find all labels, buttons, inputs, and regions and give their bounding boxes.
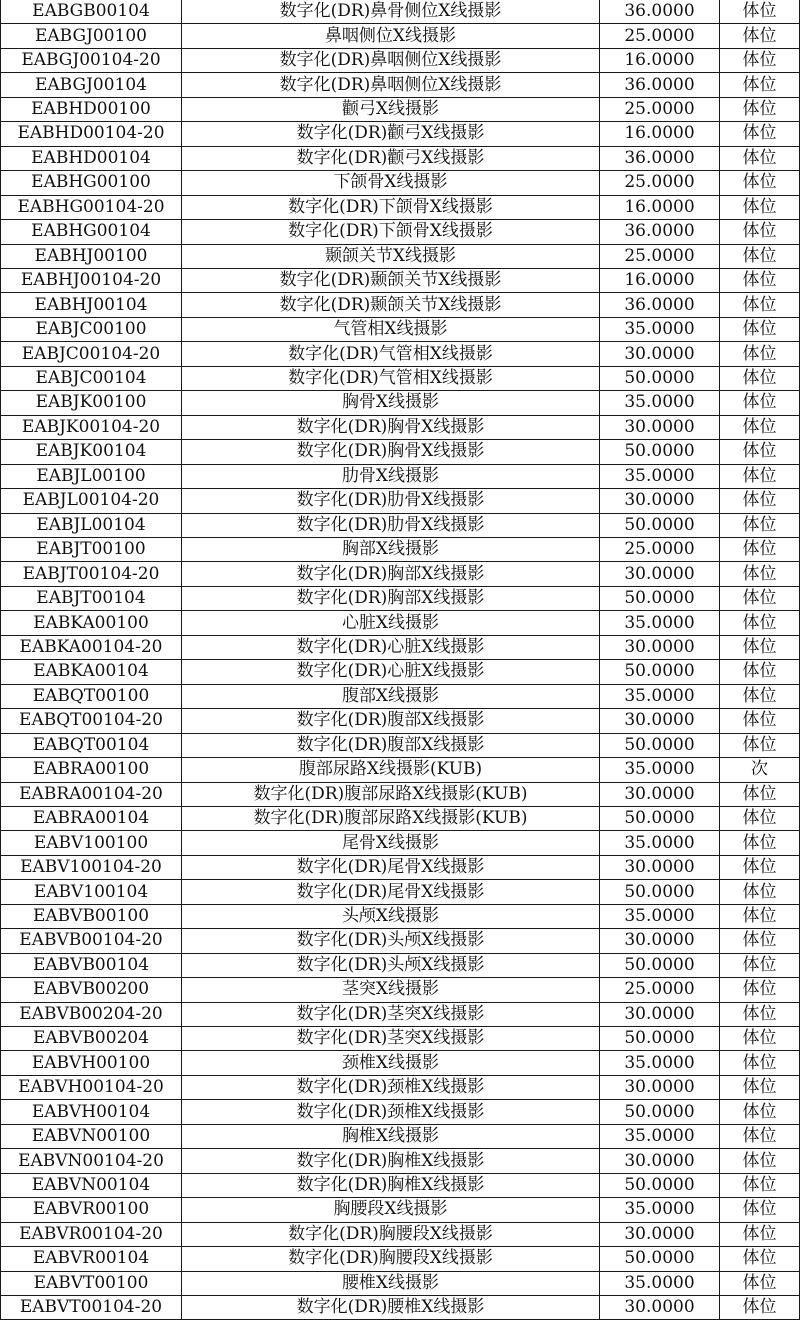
- item-name-cell: 数字化(DR)头颅X线摄影: [182, 953, 600, 977]
- table-row: [1, 537, 800, 561]
- item-name-cell: 数字化(DR)腹部尿路X线摄影(KUB): [182, 782, 600, 806]
- item-name-cell: 下颌骨X线摄影: [182, 171, 600, 195]
- unit-cell: 体位: [720, 855, 800, 879]
- unit-cell: 体位: [720, 806, 800, 830]
- price-cell: 35.0000: [600, 391, 720, 415]
- price-cell: 35.0000: [600, 831, 720, 855]
- item-code-cell: EABHG00104: [1, 220, 182, 244]
- price-cell: 16.0000: [600, 122, 720, 146]
- unit-cell: 体位: [720, 415, 800, 439]
- item-name-cell: 数字化(DR)鼻咽侧位X线摄影: [182, 73, 600, 97]
- price-cell: 30.0000: [600, 1222, 720, 1246]
- table-row: [1, 513, 800, 537]
- price-cell: 36.0000: [600, 146, 720, 170]
- unit-cell: 体位: [720, 1198, 800, 1222]
- table-row: [1, 1027, 800, 1051]
- item-code-cell: EABHJ00104-20: [1, 268, 182, 292]
- item-name-cell: 数字化(DR)胸腰段X线摄影: [182, 1247, 600, 1271]
- table-row: [1, 611, 800, 635]
- price-cell: 30.0000: [600, 342, 720, 366]
- unit-cell: 次: [720, 758, 800, 782]
- item-code-cell: EABJK00104-20: [1, 415, 182, 439]
- item-code-cell: EABHJ00100: [1, 244, 182, 268]
- item-code-cell: EABJK00100: [1, 391, 182, 415]
- price-cell: 30.0000: [600, 782, 720, 806]
- unit-cell: 体位: [720, 733, 800, 757]
- item-code-cell: EABGJ00104: [1, 73, 182, 97]
- item-name-cell: 数字化(DR)肋骨X线摄影: [182, 489, 600, 513]
- table-row: [1, 440, 800, 464]
- item-code-cell: EABJL00104-20: [1, 489, 182, 513]
- item-code-cell: EABVB00104: [1, 953, 182, 977]
- table-row: [1, 366, 800, 390]
- unit-cell: 体位: [720, 611, 800, 635]
- item-name-cell: 数字化(DR)腹部X线摄影: [182, 733, 600, 757]
- price-cell: 30.0000: [600, 415, 720, 439]
- price-cell: 50.0000: [600, 440, 720, 464]
- item-code-cell: EABVB00104-20: [1, 929, 182, 953]
- item-code-cell: EABRA00100: [1, 758, 182, 782]
- table-row: [1, 1247, 800, 1271]
- table-row: [1, 929, 800, 953]
- item-name-cell: 数字化(DR)颈椎X线摄影: [182, 1075, 600, 1099]
- table-row: [1, 268, 800, 292]
- item-code-cell: EABVT00104-20: [1, 1296, 182, 1320]
- unit-cell: 体位: [720, 831, 800, 855]
- table-row: [1, 758, 800, 782]
- price-cell: 30.0000: [600, 929, 720, 953]
- item-name-cell: 颞颌关节X线摄影: [182, 244, 600, 268]
- price-cell: 35.0000: [600, 317, 720, 341]
- item-name-cell: 数字化(DR)腹部X线摄影: [182, 709, 600, 733]
- table-row: [1, 1222, 800, 1246]
- unit-cell: 体位: [720, 1271, 800, 1295]
- table-row: [1, 953, 800, 977]
- price-cell: 50.0000: [600, 513, 720, 537]
- item-name-cell: 数字化(DR)胸部X线摄影: [182, 586, 600, 610]
- price-cell: 36.0000: [600, 0, 720, 24]
- item-code-cell: EABJC00104-20: [1, 342, 182, 366]
- table-row: [1, 415, 800, 439]
- item-code-cell: EABVT00100: [1, 1271, 182, 1295]
- unit-cell: 体位: [720, 391, 800, 415]
- item-name-cell: 数字化(DR)腹部尿路X线摄影(KUB): [182, 806, 600, 830]
- fee-schedule-body: [1, 0, 800, 1320]
- price-cell: 25.0000: [600, 978, 720, 1002]
- table-row: [1, 171, 800, 195]
- price-cell: 30.0000: [600, 709, 720, 733]
- unit-cell: 体位: [720, 195, 800, 219]
- item-code-cell: EABV100100: [1, 831, 182, 855]
- unit-cell: 体位: [720, 709, 800, 733]
- item-code-cell: EABVB00204-20: [1, 1002, 182, 1026]
- table-row: [1, 1051, 800, 1075]
- table-row: [1, 244, 800, 268]
- table-row: [1, 586, 800, 610]
- item-name-cell: 数字化(DR)肋骨X线摄影: [182, 513, 600, 537]
- table-row: [1, 122, 800, 146]
- item-code-cell: EABHJ00104: [1, 293, 182, 317]
- item-name-cell: 数字化(DR)颞颌关节X线摄影: [182, 293, 600, 317]
- item-name-cell: 数字化(DR)茎突X线摄影: [182, 1027, 600, 1051]
- item-code-cell: EABHG00104-20: [1, 195, 182, 219]
- unit-cell: 体位: [720, 1100, 800, 1124]
- item-code-cell: EABHD00100: [1, 97, 182, 121]
- item-name-cell: 数字化(DR)胸腰段X线摄影: [182, 1222, 600, 1246]
- item-name-cell: 数字化(DR)气管相X线摄影: [182, 342, 600, 366]
- price-cell: 30.0000: [600, 635, 720, 659]
- item-code-cell: EABJC00100: [1, 317, 182, 341]
- unit-cell: 体位: [720, 1296, 800, 1320]
- item-code-cell: EABKA00104-20: [1, 635, 182, 659]
- table-row: [1, 48, 800, 72]
- price-cell: 30.0000: [600, 1149, 720, 1173]
- price-cell: 25.0000: [600, 24, 720, 48]
- item-name-cell: 胸部X线摄影: [182, 537, 600, 561]
- table-row: [1, 293, 800, 317]
- item-code-cell: EABQT00104-20: [1, 709, 182, 733]
- item-code-cell: EABV100104: [1, 880, 182, 904]
- table-row: [1, 684, 800, 708]
- item-code-cell: EABJT00100: [1, 537, 182, 561]
- item-name-cell: 数字化(DR)鼻咽侧位X线摄影: [182, 48, 600, 72]
- item-name-cell: 数字化(DR)胸骨X线摄影: [182, 415, 600, 439]
- item-name-cell: 气管相X线摄影: [182, 317, 600, 341]
- unit-cell: 体位: [720, 171, 800, 195]
- item-code-cell: EABJT00104-20: [1, 562, 182, 586]
- item-name-cell: 颧弓X线摄影: [182, 97, 600, 121]
- item-name-cell: 数字化(DR)鼻骨侧位X线摄影: [182, 0, 600, 24]
- item-code-cell: EABQT00100: [1, 684, 182, 708]
- unit-cell: 体位: [720, 1222, 800, 1246]
- table-row: [1, 0, 800, 24]
- item-code-cell: EABJC00104: [1, 366, 182, 390]
- unit-cell: 体位: [720, 244, 800, 268]
- unit-cell: 体位: [720, 1173, 800, 1197]
- table-row: [1, 464, 800, 488]
- item-name-cell: 数字化(DR)胸椎X线摄影: [182, 1173, 600, 1197]
- unit-cell: 体位: [720, 1002, 800, 1026]
- table-row: [1, 24, 800, 48]
- table-row: [1, 1075, 800, 1099]
- item-code-cell: EABVN00100: [1, 1124, 182, 1148]
- item-code-cell: EABJL00100: [1, 464, 182, 488]
- price-cell: 50.0000: [600, 806, 720, 830]
- price-cell: 50.0000: [600, 660, 720, 684]
- table-row: [1, 1271, 800, 1295]
- item-name-cell: 数字化(DR)尾骨X线摄影: [182, 855, 600, 879]
- item-code-cell: EABKA00100: [1, 611, 182, 635]
- unit-cell: 体位: [720, 782, 800, 806]
- item-name-cell: 数字化(DR)下颌骨X线摄影: [182, 220, 600, 244]
- price-cell: 50.0000: [600, 733, 720, 757]
- price-cell: 35.0000: [600, 611, 720, 635]
- unit-cell: 体位: [720, 489, 800, 513]
- table-row: [1, 562, 800, 586]
- price-cell: 30.0000: [600, 562, 720, 586]
- item-code-cell: EABVH00100: [1, 1051, 182, 1075]
- item-code-cell: EABJL00104: [1, 513, 182, 537]
- item-code-cell: EABVB00200: [1, 978, 182, 1002]
- price-cell: 25.0000: [600, 171, 720, 195]
- price-cell: 35.0000: [600, 1051, 720, 1075]
- item-code-cell: EABHD00104: [1, 146, 182, 170]
- item-name-cell: 数字化(DR)胸椎X线摄影: [182, 1149, 600, 1173]
- unit-cell: 体位: [720, 1149, 800, 1173]
- unit-cell: 体位: [720, 635, 800, 659]
- item-name-cell: 数字化(DR)心脏X线摄影: [182, 635, 600, 659]
- item-name-cell: 数字化(DR)气管相X线摄影: [182, 366, 600, 390]
- unit-cell: 体位: [720, 929, 800, 953]
- price-cell: 36.0000: [600, 220, 720, 244]
- item-name-cell: 茎突X线摄影: [182, 978, 600, 1002]
- price-cell: 16.0000: [600, 195, 720, 219]
- item-code-cell: EABJK00104: [1, 440, 182, 464]
- table-row: [1, 1296, 800, 1320]
- table-row: [1, 855, 800, 879]
- table-row: [1, 880, 800, 904]
- price-cell: 50.0000: [600, 1173, 720, 1197]
- unit-cell: 体位: [720, 953, 800, 977]
- table-row: [1, 806, 800, 830]
- unit-cell: 体位: [720, 342, 800, 366]
- price-cell: 35.0000: [600, 758, 720, 782]
- unit-cell: 体位: [720, 904, 800, 928]
- price-cell: 36.0000: [600, 293, 720, 317]
- price-cell: 30.0000: [600, 855, 720, 879]
- item-code-cell: EABHG00100: [1, 171, 182, 195]
- table-row: [1, 660, 800, 684]
- item-code-cell: EABVB00204: [1, 1027, 182, 1051]
- item-code-cell: EABGJ00104-20: [1, 48, 182, 72]
- item-name-cell: 数字化(DR)茎突X线摄影: [182, 1002, 600, 1026]
- item-name-cell: 鼻咽侧位X线摄影: [182, 24, 600, 48]
- table-row: [1, 391, 800, 415]
- item-name-cell: 数字化(DR)颧弓X线摄影: [182, 146, 600, 170]
- item-name-cell: 尾骨X线摄影: [182, 831, 600, 855]
- unit-cell: 体位: [720, 73, 800, 97]
- unit-cell: 体位: [720, 880, 800, 904]
- unit-cell: 体位: [720, 293, 800, 317]
- table-row: [1, 709, 800, 733]
- unit-cell: 体位: [720, 1075, 800, 1099]
- price-cell: 50.0000: [600, 880, 720, 904]
- item-name-cell: 数字化(DR)下颌骨X线摄影: [182, 195, 600, 219]
- item-name-cell: 头颅X线摄影: [182, 904, 600, 928]
- price-cell: 30.0000: [600, 1075, 720, 1099]
- item-name-cell: 数字化(DR)头颅X线摄影: [182, 929, 600, 953]
- table-row: [1, 195, 800, 219]
- item-name-cell: 数字化(DR)心脏X线摄影: [182, 660, 600, 684]
- price-cell: 35.0000: [600, 904, 720, 928]
- unit-cell: 体位: [720, 513, 800, 537]
- unit-cell: 体位: [720, 122, 800, 146]
- price-cell: 16.0000: [600, 268, 720, 292]
- unit-cell: 体位: [720, 317, 800, 341]
- price-cell: 30.0000: [600, 1296, 720, 1320]
- unit-cell: 体位: [720, 537, 800, 561]
- item-name-cell: 心脏X线摄影: [182, 611, 600, 635]
- unit-cell: 体位: [720, 0, 800, 24]
- table-row: [1, 1173, 800, 1197]
- table-row: [1, 831, 800, 855]
- unit-cell: 体位: [720, 1027, 800, 1051]
- item-code-cell: EABGJ00100: [1, 24, 182, 48]
- unit-cell: 体位: [720, 366, 800, 390]
- item-code-cell: EABRA00104-20: [1, 782, 182, 806]
- price-cell: 25.0000: [600, 97, 720, 121]
- table-row: [1, 635, 800, 659]
- table-row: [1, 1198, 800, 1222]
- table-row: [1, 146, 800, 170]
- item-code-cell: EABGB00104: [1, 0, 182, 24]
- table-row: [1, 1149, 800, 1173]
- price-cell: 50.0000: [600, 366, 720, 390]
- price-cell: 50.0000: [600, 586, 720, 610]
- table-row: [1, 904, 800, 928]
- item-code-cell: EABVR00100: [1, 1198, 182, 1222]
- item-code-cell: EABQT00104: [1, 733, 182, 757]
- table-row: [1, 220, 800, 244]
- price-cell: 35.0000: [600, 464, 720, 488]
- item-name-cell: 数字化(DR)腰椎X线摄影: [182, 1296, 600, 1320]
- price-cell: 16.0000: [600, 48, 720, 72]
- unit-cell: 体位: [720, 97, 800, 121]
- table-row: [1, 1124, 800, 1148]
- item-name-cell: 胸腰段X线摄影: [182, 1198, 600, 1222]
- unit-cell: 体位: [720, 562, 800, 586]
- price-cell: 35.0000: [600, 1198, 720, 1222]
- item-code-cell: EABJT00104: [1, 586, 182, 610]
- table-row: [1, 317, 800, 341]
- unit-cell: 体位: [720, 586, 800, 610]
- price-cell: 50.0000: [600, 1027, 720, 1051]
- item-code-cell: EABKA00104: [1, 660, 182, 684]
- item-name-cell: 胸椎X线摄影: [182, 1124, 600, 1148]
- unit-cell: 体位: [720, 146, 800, 170]
- unit-cell: 体位: [720, 464, 800, 488]
- item-name-cell: 数字化(DR)颞颌关节X线摄影: [182, 268, 600, 292]
- item-name-cell: 腹部X线摄影: [182, 684, 600, 708]
- item-code-cell: EABVH00104: [1, 1100, 182, 1124]
- price-cell: 35.0000: [600, 1271, 720, 1295]
- table-row: [1, 342, 800, 366]
- item-code-cell: EABVB00100: [1, 904, 182, 928]
- table-row: [1, 73, 800, 97]
- unit-cell: 体位: [720, 1051, 800, 1075]
- table-row: [1, 782, 800, 806]
- price-cell: 36.0000: [600, 73, 720, 97]
- table-row: [1, 1002, 800, 1026]
- item-name-cell: 数字化(DR)颈椎X线摄影: [182, 1100, 600, 1124]
- table-row: [1, 97, 800, 121]
- table-row: [1, 978, 800, 1002]
- price-cell: 25.0000: [600, 244, 720, 268]
- price-cell: 35.0000: [600, 684, 720, 708]
- item-name-cell: 数字化(DR)尾骨X线摄影: [182, 880, 600, 904]
- table-row: [1, 733, 800, 757]
- unit-cell: 体位: [720, 1247, 800, 1271]
- unit-cell: 体位: [720, 24, 800, 48]
- item-code-cell: EABVR00104-20: [1, 1222, 182, 1246]
- unit-cell: 体位: [720, 1124, 800, 1148]
- item-name-cell: 腹部尿路X线摄影(KUB): [182, 758, 600, 782]
- item-code-cell: EABHD00104-20: [1, 122, 182, 146]
- item-code-cell: EABV100104-20: [1, 855, 182, 879]
- unit-cell: 体位: [720, 268, 800, 292]
- item-code-cell: EABVR00104: [1, 1247, 182, 1271]
- table-row: [1, 489, 800, 513]
- item-name-cell: 数字化(DR)胸骨X线摄影: [182, 440, 600, 464]
- unit-cell: 体位: [720, 978, 800, 1002]
- unit-cell: 体位: [720, 220, 800, 244]
- price-cell: 30.0000: [600, 489, 720, 513]
- item-code-cell: EABRA00104: [1, 806, 182, 830]
- item-name-cell: 数字化(DR)胸部X线摄影: [182, 562, 600, 586]
- price-cell: 50.0000: [600, 1247, 720, 1271]
- unit-cell: 体位: [720, 684, 800, 708]
- item-name-cell: 腰椎X线摄影: [182, 1271, 600, 1295]
- price-cell: 25.0000: [600, 537, 720, 561]
- item-name-cell: 数字化(DR)颧弓X线摄影: [182, 122, 600, 146]
- item-name-cell: 胸骨X线摄影: [182, 391, 600, 415]
- unit-cell: 体位: [720, 660, 800, 684]
- price-cell: 50.0000: [600, 953, 720, 977]
- item-code-cell: EABVH00104-20: [1, 1075, 182, 1099]
- table-row: [1, 1100, 800, 1124]
- item-code-cell: EABVN00104: [1, 1173, 182, 1197]
- price-cell: 30.0000: [600, 1002, 720, 1026]
- unit-cell: 体位: [720, 48, 800, 72]
- item-code-cell: EABVN00104-20: [1, 1149, 182, 1173]
- item-name-cell: 肋骨X线摄影: [182, 464, 600, 488]
- unit-cell: 体位: [720, 440, 800, 464]
- price-cell: 50.0000: [600, 1100, 720, 1124]
- item-name-cell: 颈椎X线摄影: [182, 1051, 600, 1075]
- price-cell: 35.0000: [600, 1124, 720, 1148]
